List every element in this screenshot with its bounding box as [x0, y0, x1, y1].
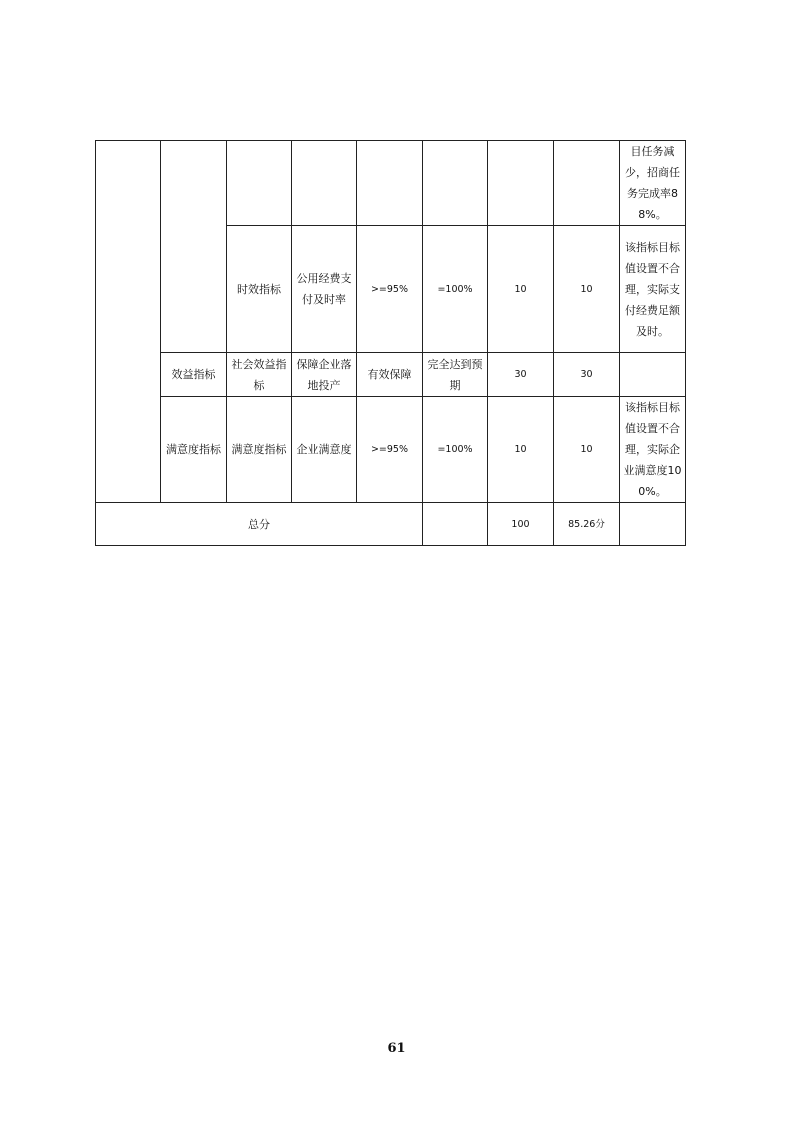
score-cell — [554, 141, 620, 226]
weight-cell — [488, 141, 554, 226]
actual-value-cell: 完全达到预期 — [423, 353, 488, 397]
actual-value-cell: =100% — [423, 397, 488, 503]
target-value-cell: >=95% — [357, 226, 423, 353]
secondary-indicator-cell: 满意度指标 — [227, 397, 292, 503]
indicator-name-cell: 企业满意度 — [292, 397, 357, 503]
total-row — [96, 503, 686, 546]
total-note-cell — [620, 503, 686, 546]
primary-indicator-cell: 效益指标 — [161, 353, 227, 397]
actual-value-cell: =100% — [423, 226, 488, 353]
table-row — [96, 353, 686, 397]
indicator-name-cell: 公用经费支付及时率 — [292, 226, 357, 353]
deduction-note-cell: 目任务减少，招商任务完成率88%。 — [620, 141, 686, 226]
secondary-indicator-cell: 社会效益指标 — [227, 353, 292, 397]
output-indicator-cell — [161, 141, 227, 353]
deduction-note-cell: 该指标目标值设置不合理，实际支付经费足额及时。 — [620, 226, 686, 353]
score-cell: 30 — [554, 353, 620, 397]
target-value-cell: >=95% — [357, 397, 423, 503]
target-value-cell — [357, 141, 423, 226]
first-level-indicator-cell — [96, 141, 161, 503]
deduction-note-cell: 该指标目标值设置不合理，实际企业满意度100%。 — [620, 397, 686, 503]
weight-cell: 10 — [488, 397, 554, 503]
score-cell: 10 — [554, 397, 620, 503]
score-cell: 10 — [554, 226, 620, 353]
secondary-indicator-cell — [227, 141, 292, 226]
deduction-note-cell — [620, 353, 686, 397]
table-row — [96, 397, 686, 503]
weight-cell: 10 — [488, 226, 554, 353]
performance-table — [95, 140, 686, 546]
total-weight-cell: 100 — [488, 503, 554, 546]
primary-indicator-cell: 满意度指标 — [161, 397, 227, 503]
weight-cell: 30 — [488, 353, 554, 397]
indicator-name-cell: 保障企业落地投产 — [292, 353, 357, 397]
table-row — [96, 141, 686, 226]
total-score-cell: 85.26分 — [554, 503, 620, 546]
indicator-name-cell — [292, 141, 357, 226]
secondary-indicator-cell: 时效指标 — [227, 226, 292, 353]
target-value-cell: 有效保障 — [357, 353, 423, 397]
total-blank-cell — [423, 503, 488, 546]
actual-value-cell — [423, 141, 488, 226]
total-label-cell: 总分 — [96, 503, 423, 546]
page-number: 61 — [387, 1041, 406, 1056]
